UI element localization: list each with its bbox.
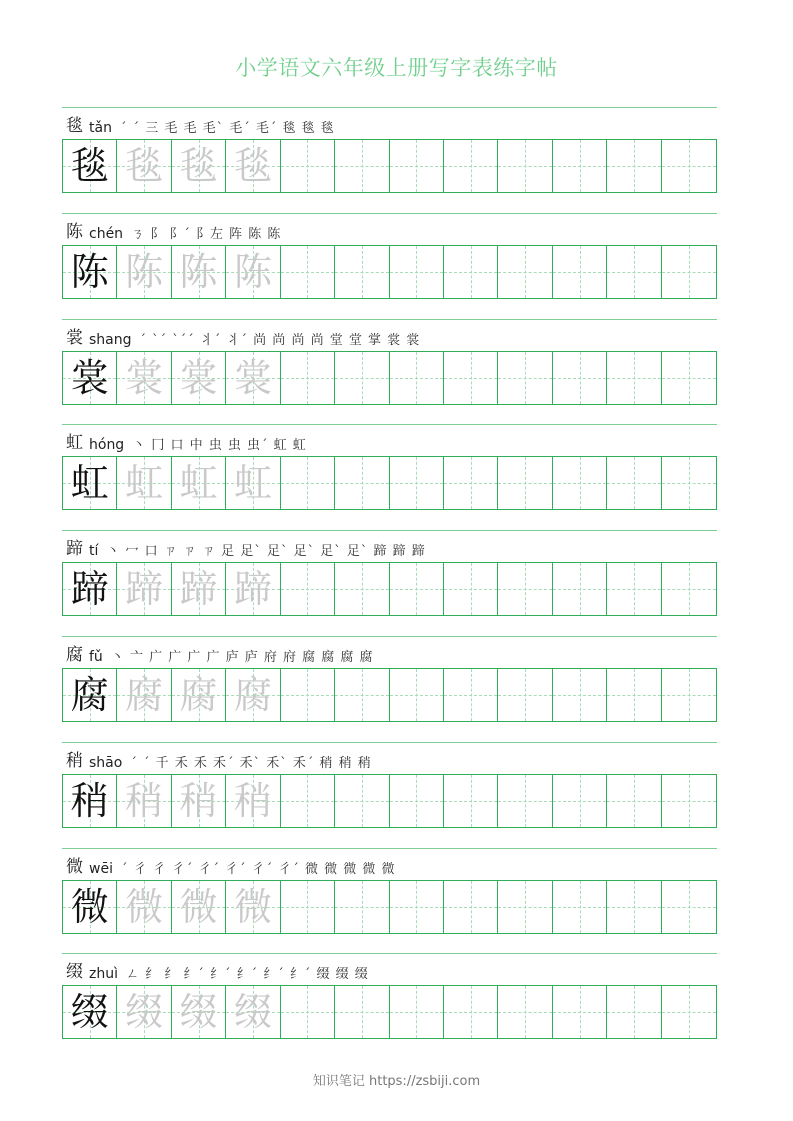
row-divider [62,213,717,214]
trace-character: 稍 [179,778,218,823]
empty-practice-cell[interactable] [281,881,335,933]
empty-practice-cell[interactable] [390,352,444,404]
trace-character: 裳 [125,355,164,400]
trace-character-cell[interactable] [226,669,280,721]
row-divider [62,319,717,320]
model-character-cell[interactable] [63,140,117,192]
practice-row [62,742,717,832]
empty-practice-cell[interactable] [444,457,498,509]
trace-character-cell[interactable] [226,457,280,509]
trace-character: 毯 [233,144,272,188]
pinyin: wēi [89,860,113,877]
empty-practice-cell[interactable] [335,352,389,404]
pinyin: chén [89,225,124,242]
trace-character-cell[interactable] [172,457,226,509]
practice-row [62,319,717,409]
stroke-order: ˊ ˊ 三 毛 毛 毛ˋ 毛ˊ 毛ˊ 毯 毯 毯 [119,121,335,136]
empty-practice-cell[interactable] [553,881,607,933]
empty-practice-cell[interactable] [390,881,444,933]
pinyin: hóng [89,437,125,454]
empty-practice-cell[interactable] [498,669,552,721]
model-character-cell[interactable] [63,669,117,721]
empty-practice-cell[interactable] [335,457,389,509]
empty-practice-cell[interactable] [444,881,498,933]
empty-practice-cell[interactable] [662,881,716,933]
stroke-order: ˊ ˋˊ ˋˊˊ 丬ˊ 丬ˊ 尚 尚 尚 尚 堂 堂 掌 裳 裳 [139,332,421,348]
empty-practice-cell[interactable] [607,986,661,1038]
trace-character: 缀 [233,990,272,1035]
empty-practice-cell[interactable] [607,352,661,404]
model-character-cell[interactable] [63,563,117,615]
row-header [66,114,335,136]
trace-character: 腐 [233,673,272,717]
empty-practice-cell[interactable] [281,246,335,298]
empty-practice-cell[interactable] [444,140,498,192]
trace-character: 陈 [233,249,272,294]
stroke-order: 丶 亠 广 广 广 广 庐 庐 府 府 腐 腐 腐 腐 [110,650,374,665]
trace-character-cell[interactable] [117,352,171,404]
header-character: 蹄 [66,539,83,560]
trace-character: 缀 [179,990,218,1035]
empty-practice-cell[interactable] [444,563,498,615]
trace-character: 毯 [125,144,164,188]
footer-url[interactable]: 知识笔记 https://zsbiji.com [312,1074,481,1089]
trace-character-cell[interactable] [172,669,226,721]
trace-character-cell[interactable] [172,140,226,192]
trace-character: 腐 [125,673,164,717]
empty-practice-cell[interactable] [607,669,661,721]
pinyin: tí [89,543,99,560]
trace-character: 蹄 [179,567,218,612]
row-header [66,220,281,242]
trace-character-cell[interactable] [226,352,280,404]
model-character: 毯 [70,144,109,188]
trace-character: 裳 [179,355,218,400]
empty-practice-cell[interactable] [662,986,716,1038]
empty-practice-cell[interactable] [498,352,552,404]
practice-row [62,636,717,726]
empty-practice-cell[interactable] [335,669,389,721]
trace-character-cell[interactable] [226,246,280,298]
practice-row [62,424,717,514]
row-divider [62,742,717,743]
empty-practice-cell[interactable] [662,775,716,827]
writing-grid [62,774,717,828]
empty-practice-cell[interactable] [553,246,607,298]
model-character: 蹄 [70,567,109,612]
empty-practice-cell[interactable] [553,669,607,721]
row-divider [62,424,717,425]
empty-practice-cell[interactable] [662,563,716,615]
model-character-cell[interactable] [63,881,117,933]
empty-practice-cell[interactable] [553,457,607,509]
trace-character: 蹄 [125,567,164,612]
row-divider [62,636,717,637]
row-divider [62,530,717,531]
model-character: 缀 [70,990,109,1035]
trace-character-cell[interactable] [226,563,280,615]
trace-character-cell[interactable] [172,352,226,404]
trace-character: 稍 [125,778,164,823]
trace-character: 微 [179,884,218,929]
empty-practice-cell[interactable] [662,669,716,721]
header-character: 稍 [66,750,83,771]
row-divider [62,848,717,849]
stroke-order: ㄥ 纟 纟 纟ˊ 纟ˊ 纟ˊ 纟ˊ 纟ˊ 缀 缀 缀 [125,967,369,983]
stroke-order: 丶 冖 口 ㄗ ㄗ ㄗ 足 足ˋ 足ˋ 足ˋ 足ˋ 足ˋ 蹄 蹄 蹄 [106,544,426,560]
empty-practice-cell[interactable] [444,669,498,721]
writing-grid [62,880,717,934]
pinyin: tǎn [89,120,112,136]
header-character: 毯 [66,116,83,136]
trace-character: 腐 [179,673,218,717]
empty-practice-cell[interactable] [607,563,661,615]
trace-character: 陈 [125,249,164,294]
model-character-cell[interactable] [63,775,117,827]
writing-grid [62,562,717,616]
trace-character-cell[interactable] [226,140,280,192]
header-character: 陈 [66,221,83,242]
row-header [66,960,369,982]
writing-grid [62,668,717,722]
row-header [66,749,372,771]
model-character-cell[interactable] [63,246,117,298]
empty-practice-cell[interactable] [607,457,661,509]
model-character: 腐 [70,673,109,717]
empty-practice-cell[interactable] [335,775,389,827]
trace-character-cell[interactable] [172,246,226,298]
empty-practice-cell[interactable] [553,986,607,1038]
empty-practice-cell[interactable] [390,986,444,1038]
empty-practice-cell[interactable] [444,986,498,1038]
practice-row [62,213,717,303]
trace-character-cell[interactable] [117,775,171,827]
empty-practice-cell[interactable] [281,986,335,1038]
empty-practice-cell[interactable] [390,775,444,827]
empty-practice-cell[interactable] [335,140,389,192]
page-title: 小学语文六年级上册写字表练字帖 [235,56,558,80]
empty-practice-cell[interactable] [281,352,335,404]
trace-character-cell[interactable] [172,881,226,933]
practice-row [62,107,717,197]
trace-character-cell[interactable] [117,881,171,933]
trace-character: 虹 [179,461,218,506]
empty-practice-cell[interactable] [553,775,607,827]
trace-character: 微 [125,884,164,929]
empty-practice-cell[interactable] [498,563,552,615]
empty-practice-cell[interactable] [444,246,498,298]
empty-practice-cell[interactable] [335,246,389,298]
trace-character-cell[interactable] [117,563,171,615]
empty-practice-cell[interactable] [390,669,444,721]
practice-row [62,953,717,1043]
writing-grid [62,456,717,510]
pinyin: shang [89,331,132,348]
trace-character: 裳 [233,355,272,400]
model-character-cell[interactable] [63,986,117,1038]
trace-character-cell[interactable] [172,563,226,615]
empty-practice-cell[interactable] [607,881,661,933]
model-character: 虹 [70,461,109,506]
empty-practice-cell[interactable] [335,563,389,615]
trace-character-cell[interactable] [226,986,280,1038]
empty-practice-cell[interactable] [553,563,607,615]
empty-practice-cell[interactable] [281,457,335,509]
trace-character: 虹 [125,461,164,506]
empty-practice-cell[interactable] [662,457,716,509]
pinyin: fǔ [89,649,103,665]
trace-character-cell[interactable] [117,457,171,509]
empty-practice-cell[interactable] [281,563,335,615]
header-character: 缀 [66,962,83,983]
trace-character-cell[interactable] [117,986,171,1038]
trace-character-cell[interactable] [117,246,171,298]
empty-practice-cell[interactable] [607,775,661,827]
empty-practice-cell[interactable] [444,352,498,404]
empty-practice-cell[interactable] [281,140,335,192]
writing-grid [62,139,717,193]
stroke-order: ㄋ 阝 阝ˊ 阝左 阵 陈 陈 [131,226,282,242]
pinyin: zhuì [89,966,118,983]
stroke-order: ˊ ˊ 千 禾 禾 禾ˊ 禾ˋ 禾ˋ 禾ˊ 稍 稍 稍 [130,755,372,771]
empty-practice-cell[interactable] [335,881,389,933]
trace-character: 蹄 [233,567,272,612]
header-character: 裳 [66,327,83,348]
row-header [66,537,426,559]
model-character: 稍 [70,778,109,823]
model-character: 陈 [70,249,109,294]
empty-practice-cell[interactable] [498,246,552,298]
trace-character: 稍 [233,778,272,823]
empty-practice-cell[interactable] [553,352,607,404]
writing-grid [62,351,717,405]
practice-row [62,530,717,620]
trace-character-cell[interactable] [117,140,171,192]
trace-character-cell[interactable] [226,881,280,933]
writing-grid [62,985,717,1039]
trace-character: 陈 [179,249,218,294]
empty-practice-cell[interactable] [498,986,552,1038]
model-character: 微 [70,884,109,929]
stroke-order: 丶 冂 口 中 虫 虫 虫ˊ 虹 虹 [132,438,307,454]
trace-character: 微 [233,884,272,929]
empty-practice-cell[interactable] [498,140,552,192]
empty-practice-cell[interactable] [607,140,661,192]
row-divider [62,107,717,108]
row-header [66,326,420,348]
trace-character-cell[interactable] [226,775,280,827]
empty-practice-cell[interactable] [607,246,661,298]
practice-row [62,848,717,938]
row-header [66,855,396,877]
empty-practice-cell[interactable] [281,669,335,721]
row-header [66,431,307,453]
model-character-cell[interactable] [63,352,117,404]
header-character: 虹 [66,433,83,454]
trace-character: 虹 [233,461,272,506]
trace-character: 缀 [125,990,164,1035]
row-divider [62,953,717,954]
writing-grid [62,245,717,299]
empty-practice-cell[interactable] [390,140,444,192]
empty-practice-cell[interactable] [498,881,552,933]
pinyin: shāo [89,754,123,771]
empty-practice-cell[interactable] [498,775,552,827]
empty-practice-cell[interactable] [390,563,444,615]
trace-character-cell[interactable] [117,669,171,721]
empty-practice-cell[interactable] [390,246,444,298]
empty-practice-cell[interactable] [662,140,716,192]
empty-practice-cell[interactable] [390,457,444,509]
trace-character: 毯 [179,144,218,188]
empty-practice-cell[interactable] [281,775,335,827]
empty-practice-cell[interactable] [662,352,716,404]
empty-practice-cell[interactable] [444,775,498,827]
empty-practice-cell[interactable] [553,140,607,192]
trace-character-cell[interactable] [172,775,226,827]
model-character-cell[interactable] [63,457,117,509]
row-header [66,643,374,665]
empty-practice-cell[interactable] [335,986,389,1038]
trace-character-cell[interactable] [172,986,226,1038]
stroke-order: ˊ 彳 彳 彳ˊ 彳ˊ 彳ˊ 彳ˊ 彳ˊ 微 微 微 微 微 [120,861,396,877]
model-character: 裳 [70,355,109,400]
empty-practice-cell[interactable] [662,246,716,298]
empty-practice-cell[interactable] [498,457,552,509]
header-character: 腐 [66,645,83,665]
header-character: 微 [66,856,83,877]
